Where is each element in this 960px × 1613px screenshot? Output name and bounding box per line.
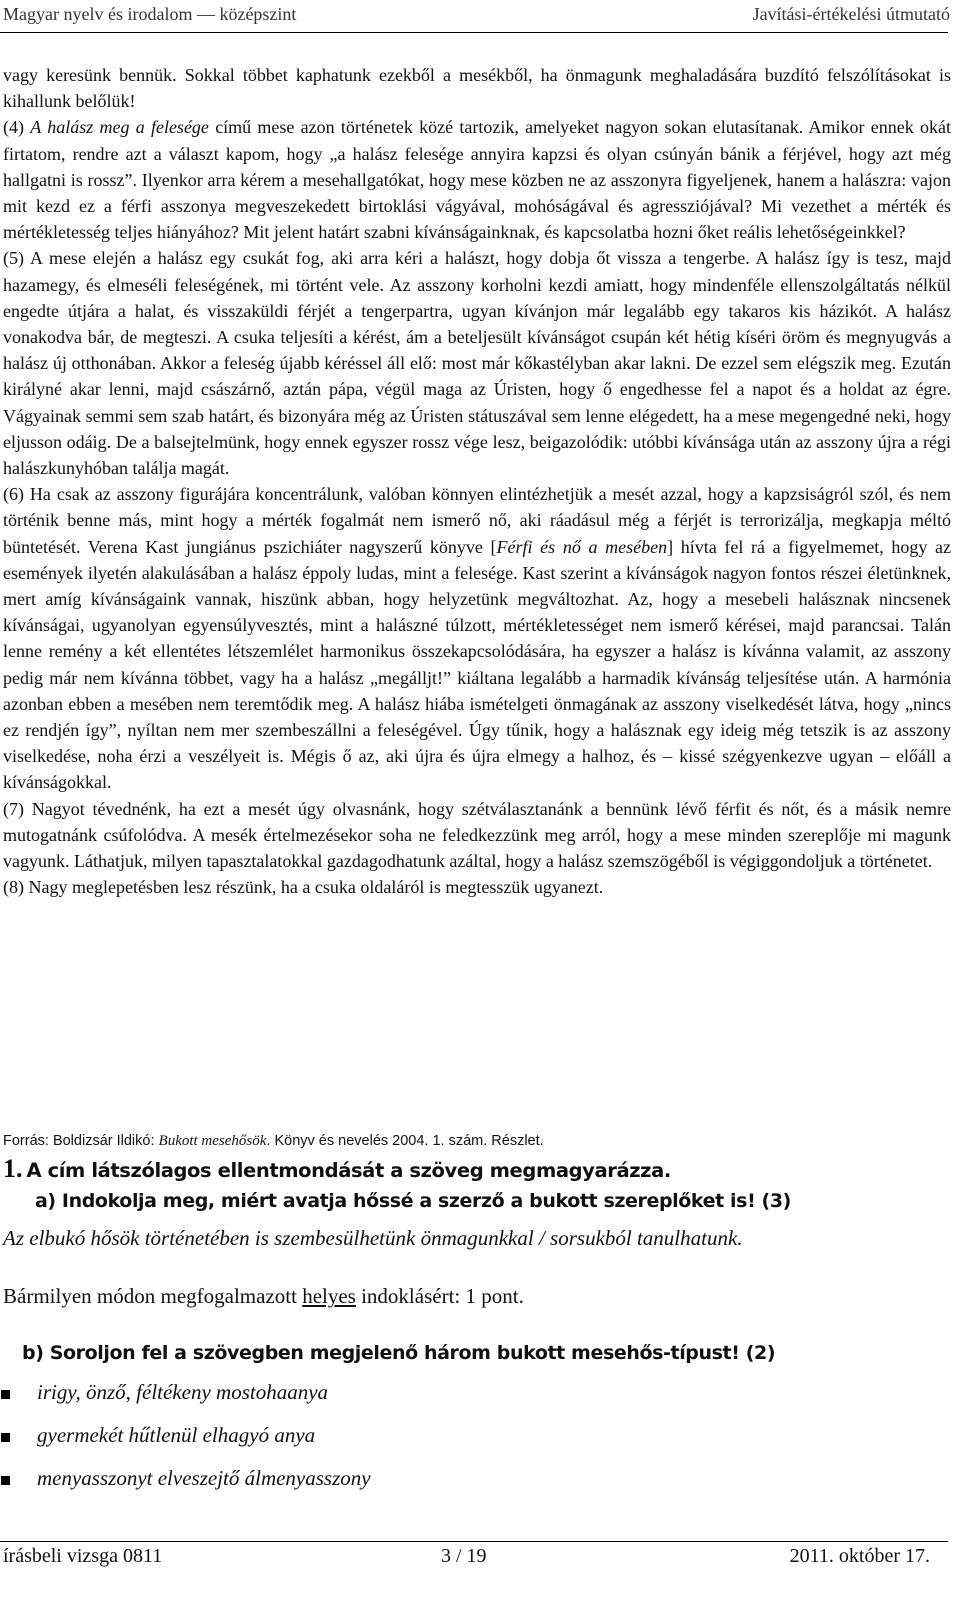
footer-page-number: 3 / 19	[441, 1545, 487, 1567]
source-suffix: . Könyv és nevelés 2004. 1. szám. Részlet.	[266, 1133, 544, 1149]
scoring-note	[3, 1284, 524, 1309]
source-prefix: Forrás: Boldizsár Ildikó:	[3, 1133, 159, 1149]
square-bullet-icon	[1, 1390, 10, 1399]
source-title: Bukott mesehősök	[158, 1133, 267, 1149]
paragraph-4-text: című mese azon történetek közé tartozik, amelyeket nagyon sokan elutasítanak. Amikor ennek okát firtatom, rendre azt a választ kapom, hogy „a halász felesége annyira kapzsi és olyan csúnyán bánik a férjével, hogy azt még hallgatni is rossz”. Ilyenkor arra kérem a mesehallgatókat, hogy mese közben ne az asszonyra figyeljenek, hanem a halászra: vajon mit kezd ez a férfi asszonya megveszekedett birtoklási vágyával, mohóságával és agressziójával? Mi vezethet a mérték és mértékletesség teljes hiányához? Mit jelent határt szabni kívánságainknak, és kapcsolatba hozni őket reális lehetőségeinkkel?	[3, 117, 952, 243]
paragraph-4-number: (4)	[3, 117, 24, 138]
scoring-underlined: helyes	[302, 1284, 356, 1308]
scoring-suffix: indoklásért: 1 pont.	[355, 1284, 524, 1308]
scoring-prefix: Bármilyen módon megfogalmazott	[3, 1284, 303, 1308]
square-bullet-icon	[1, 1433, 10, 1442]
paragraph-8: (8) Nagy meglepetésben lesz részünk, ha a csuka oldaláról is megtesszük ugyanezt.	[3, 877, 604, 898]
book-title: Férfi és nő a mesében	[496, 536, 668, 557]
paragraph-6	[3, 481, 951, 795]
subquestion-b: b) Soroljon fel a szövegben megjelenő három bukott mesehős-típust! (2)	[22, 1342, 776, 1364]
header-subject: Magyar nyelv és irodalom — középszint	[3, 4, 297, 24]
footer-exam-code: írásbeli vizsga 0811	[3, 1545, 163, 1567]
question-1	[3, 1154, 951, 1184]
list-item-text: irigy, önző, féltékeny mostohaanya	[37, 1380, 329, 1404]
page-header	[0, 4, 960, 28]
footer-rule	[0, 1541, 948, 1542]
list-item-text: gyermekét hűtlenül elhagyó anya	[37, 1423, 316, 1447]
header-doc-type: Javítási-értékelési útmutató	[752, 4, 950, 24]
paragraph-5: (5) A mese elején a halász egy csukát fog, aki arra kéri a halászt, hogy dobja őt vissza a tengerbe. A halász így is tesz, majd hazamegy, és elmeséli feleségének, mi történt vele. Az asszony korholni kezdi amiatt, hogy mindenféle ellenszolgáltatás nélkül engedte útjára a halat, és visszaküldi férjét a tengerpartra, ugyan kívánjon már legalább egy takaros kis házikót. A halász vonakodva bár, de megteszi. A csuka teljesíti a kérést, ám a beteljesült kívánságot csupán két hétig kíséri öröm és megnyugvás a halász új otthonában. Akkor a feleség újabb kéréssel áll elő: most már kőkastélyban akar lakni. De ezzel sem elégszik meg. Ezután királyné akar lenni, majd császárnő, aztán pápa, végül maga az Úristen, hogy ő engedhesse fel a napot és a holdat az égre. Vágyainak semmi sem szab határt, és bizonyára még az Úristen státuszával sem lenne elégedett, ha a mese megengedné neki, hogy eljusson odáig. De a balsejtelmünk, hogy ennek egyszer rossz vége lesz, beigazolódik: utóbbi kívánsága után az asszony újra a régi halászkunyhóban találja magát.	[3, 248, 951, 479]
answer-a: Az elbukó hősök történetében is szembesülhetünk önmagunkkal / sorsukból tanulhatunk.	[3, 1226, 743, 1250]
question-text: A cím látszólagos ellentmondását a szöveg megmagyarázza.	[26, 1159, 671, 1182]
tale-title: A halász meg a felesége	[30, 117, 209, 138]
subquestion-a: a) Indokolja meg, miért avatja hőssé a szerző a bukott szereplőket is! (3)	[35, 1190, 791, 1212]
list-item-text: menyasszonyt elveszejtő álmenyasszony	[37, 1466, 371, 1490]
square-bullet-icon	[1, 1476, 10, 1485]
footer-date: 2011. október 17.	[789, 1545, 930, 1567]
paragraph-continuation: vagy keresünk bennük. Sokkal többet kaphatunk ezekből a mesékből, ha önmagunk meghaladására buzdító felszólításokat is kihallunk belőlük!	[3, 65, 951, 112]
paragraph-6-text-b: ] hívta fel rá a figyelmemet, hogy az események ilyetén alakulásában a halász éppoly ludas, mint a felesége. Kast szerint a kívánságok nagyon fontos részei életünknek, mert amíg kívánságaink vannak, hiszünk abban, hogy helyzetünk megváltozhat. Az, hogy a mesebeli halásznak nincsenek kívánságai, ugyanolyan egyensúlyvesztés, mint a halászné túlzott, mértékletességet nem ismerő kérései, majd parancsai. Talán lenne remény a két ellentétes létszemlélet harmonikus összekapcsolódására, ha egyszer a halász is kívánna valamit, az asszony pedig már nem kívánna többet, vagy ha a halász „megálljt!” kiáltana legalább a harmadik kívánság teljesítése után. A harmónia azonban ebben a mesében nem teremtődik meg. A halász hiába ismételgeti önmagának az asszony viselkedését látva, hogy „nincs ez rendjén így”, nyíltan nem mer szembeszállni a feleségével. Úgy tűnik, hogy a halásznak egy ideig még tetszik is az asszony viselkedése, noha érzi a veszélyeit is. Mégis ő az, aki újra és újra elmegy a halhoz, és – kissé szégyenkezve ugyan – előáll a kívánságokkal.	[3, 536, 952, 793]
reading-text	[3, 62, 951, 901]
paragraph-6-text-a: (6) Ha csak az asszony figurájára koncentrálunk, valóban könnyen elintézhetjük a mesét azzal, hogy a kapzsiságról szól, és nem történik benne más, mint hogy a mérték fogalmát nem ismerő nő, aki ráadásul még a férjét is terrorizálja, megkapja méltó büntetését. Verena Kast jungiánus pszichiáter nagyszerű könyve [	[3, 484, 951, 557]
header-rule	[0, 32, 948, 33]
paragraph-7: (7) Nagyot tévednénk, ha ezt a mesét úgy olvasnánk, hogy szétválasztanánk a bennünk lévő férfit és nőt, és a másik nemre mutogatnánk csúfolódva. A mesék értelmezésekor soha ne feledkezzünk meg arról, hogy a mese minden szereplője mi magunk vagyunk. Láthatjuk, milyen tapasztalatokkal gazdagodhatunk azáltal, hogy a halász szemszögéből is végiggondoljuk a történetet.	[3, 798, 951, 872]
question-number: 1.	[3, 1154, 23, 1183]
paragraph-4	[3, 114, 951, 245]
source-citation	[3, 1133, 951, 1150]
